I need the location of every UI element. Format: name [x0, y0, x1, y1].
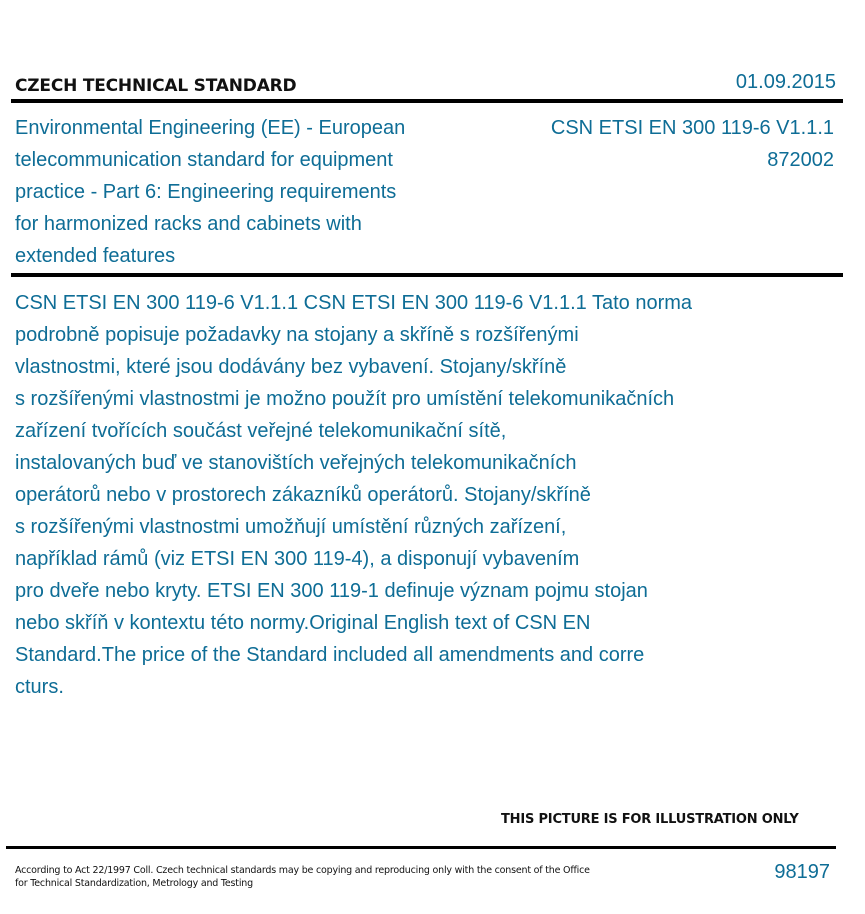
top-rule	[11, 99, 843, 103]
publication-date: 01.09.2015	[735, 71, 836, 93]
abstract-line: pro dveře nebo kryty. ETSI EN 300 119-1 definuje význam pojmu stojan	[15, 580, 648, 602]
standard-designation: CSN ETSI EN 300 119-6 V1.1.1	[550, 117, 834, 139]
abstract-line: podrobně popisuje požadavky na stojany a skříně s rozšířenými	[15, 324, 579, 346]
standard-code-block	[494, 112, 834, 176]
title-line: practice - Part 6: Engineering requirements	[15, 181, 397, 203]
bottom-rule	[6, 846, 836, 849]
abstract-line: Standard.The price of the Standard included all amendments and corre	[15, 644, 645, 666]
classification-number: 872002	[767, 149, 834, 171]
abstract-line: cturs.	[15, 676, 64, 698]
title-line: for harmonized racks and cabinets with	[15, 213, 362, 235]
standard-title	[15, 112, 445, 272]
copyright-note-line: According to Act 22/1997 Coll. Czech technical standards may be copying and reproducing only with the consent of the Office	[15, 865, 590, 876]
illustration-note: THIS PICTURE IS FOR ILLUSTRATION ONLY	[501, 812, 799, 827]
abstract-line: například rámů (viz ETSI EN 300 119-4), a disponují vybavením	[15, 548, 580, 570]
title-line: extended features	[15, 245, 176, 267]
abstract-line: zařízení tvořících součást veřejné telekomunikační sítě,	[15, 420, 507, 442]
title-line: Environmental Engineering (EE) - European	[15, 117, 406, 139]
standard-type-label: CZECH TECHNICAL STANDARD	[15, 76, 297, 96]
middle-rule	[11, 273, 843, 277]
abstract-line: CSN ETSI EN 300 119-6 V1.1.1 CSN ETSI EN 300 119-6 V1.1.1 Tato norma	[15, 292, 693, 314]
title-line: telecommunication standard for equipment	[15, 149, 393, 171]
copyright-note-line: for Technical Standardization, Metrology and Testing	[15, 878, 253, 889]
abstract-line: s rozšířenými vlastnostmi je možno použít pro umístění telekomunikačních	[15, 388, 675, 410]
copyright-note	[15, 864, 595, 890]
standard-abstract	[15, 287, 765, 703]
abstract-line: instalovaných buď ve stanovištích veřejných telekomunikačních	[15, 452, 577, 474]
abstract-line: operátorů nebo v prostorech zákazníků operátorů. Stojany/skříně	[15, 484, 591, 506]
catalog-number: 98197	[774, 861, 830, 883]
abstract-line: vlastnostmi, které jsou dodávány bez vybavení. Stojany/skříně	[15, 356, 567, 378]
abstract-line: nebo skříň v kontextu této normy.Original English text of CSN EN	[15, 612, 591, 634]
abstract-line: s rozšířenými vlastnostmi umožňují umístění různých zařízení,	[15, 516, 567, 538]
